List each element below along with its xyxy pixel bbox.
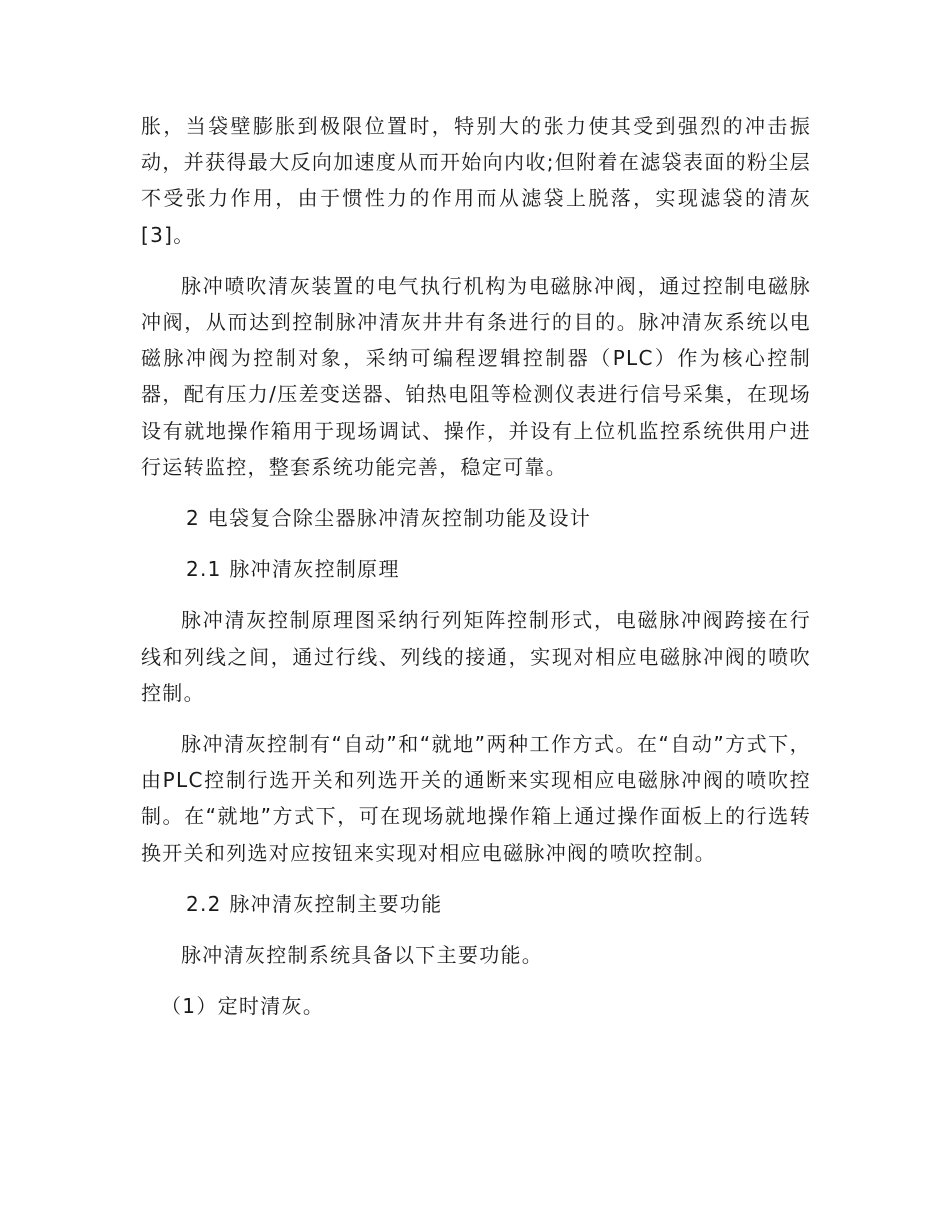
section-heading-2-1: 2.1 脉冲清灰控制原理 (186, 557, 400, 582)
list-item-timed-cleaning: （1）定时清灰。 (161, 994, 325, 1019)
section-heading-2-2: 2.2 脉冲清灰控制主要功能 (186, 891, 443, 916)
paragraph-control-principle: 脉冲清灰控制原理图采纳行列矩阵控制形式，电磁脉冲阀跨接在行线和列线之间，通过行线、列线的接通，实现对相应电磁脉冲阀的喷吹控制。 (141, 608, 811, 705)
paragraph-bag-cleaning-continuation: 胀，当袋壁膨胀到极限位置时，特别大的张力使其受到强烈的冲击振动，并获得最大反向加速度从而开始向内收;但附着在滤袋表面的粉尘层不受张力作用，由于惯性力的作用而从滤袋上脱落，实现滤袋的清灰[3]。 (141, 114, 811, 247)
section-heading-2: 2 电袋复合除尘器脉冲清灰控制功能及设计 (186, 506, 592, 531)
paragraph-pulse-valve-system: 脉冲喷吹清灰装置的电气执行机构为电磁脉冲阀，通过控制电磁脉冲阀，从而达到控制脉冲清灰井井有条进行的目的。脉冲清灰系统以电磁脉冲阀为控制对象，采纳可编程逻辑控制器（PLC）作为核心控制器，配有压力/压差变送器、铂热电阻等检测仪表进行信号采集，在现场设有就地操作箱用于现场调试、操作，并设有上位机监控系统供用户进行运转监控，整套系统功能完善，稳定可靠。 (141, 273, 811, 479)
paragraph-main-functions: 脉冲清灰控制系统具备以下主要功能。 (181, 943, 544, 968)
document-body (141, 108, 811, 1039)
paragraph-work-modes: 脉冲清灰控制有“自动”和“就地”两种工作方式。在“自动”方式下，由PLC控制行选开关和列选开关的通断来实现相应电磁脉冲阀的喷吹控制。在“就地”方式下，可在现场就地操作箱上通过操作面板上的行选转换开关和列选对应按钮来实现对相应电磁脉冲阀的喷吹控制。 (141, 732, 811, 865)
